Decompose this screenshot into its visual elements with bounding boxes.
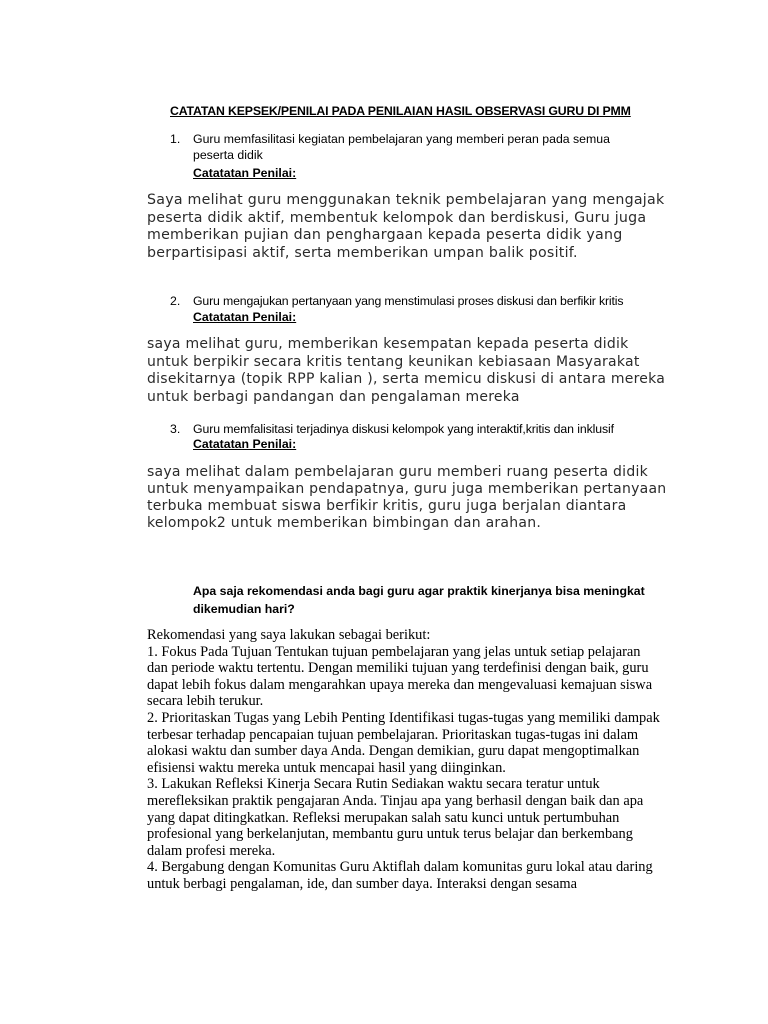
recommendation-item-2: 2. Prioritaskan Tugas yang Lebih Penting Identifikasi tugas-tugas yang memiliki dampak terbesar terhadap pencapaian tujuan pembelajaran. Prioritaskan tugas-tugas ini dalam alokasi waktu dan sumber daya Anda. Dengan demikian, guru dapat mengoptimalkan efisiensi waktu mereka untuk mencapai hasil yang diinginkan.: [147, 709, 660, 776]
item-text: Guru memfasilitasi kegiatan pembelajaran yang memberi peran pada semua peserta didik: [193, 132, 610, 162]
assessor-note-3: saya melihat dalam pembelajaran guru memberi ruang peserta didik untuk menyampaikan pendapatnya, guru juga memberikan pertanyaan terbuka membuat siswa berfikir kritis, guru juga berjalan diantara kelompok2 untuk memberikan bimbingan dan arahan.: [147, 464, 667, 531]
item-number: 3.: [170, 422, 181, 436]
recommendation-intro: Rekomendasi yang saya lakukan sebagai berikut:: [147, 627, 431, 643]
document-title: CATATAN KEPSEK/PENILAI PADA PENILAIAN HASIL OBSERVASI GURU DI PMM: [170, 104, 631, 118]
item-text: Guru mengajukan pertanyaan yang menstimulasi proses diskusi dan berfikir kritis: [193, 294, 624, 308]
item-text: Guru memfalisitasi terjadinya diskusi kelompok yang interaktif,kritis dan inklusif: [193, 422, 614, 436]
recommendation-item-1: 1. Fokus Pada Tujuan Tentukan tujuan pembelajaran yang jelas untuk setiap pelajaran dan periode waktu tertentu. Dengan memiliki tujuan yang terdefinisi dengan baik, guru dapat lebih fokus dalam mengarahkan upaya mereka dan mengevaluasi kemajuan siswa secara lebih terukur.: [147, 643, 653, 710]
assessor-note-label-3: Catatatan Penilai:: [193, 437, 297, 451]
recommendation-section: [147, 627, 662, 893]
assessor-note-1: Saya melihat guru menggunakan teknik pembelajaran yang mengajak peserta didik aktif, membentuk kelompok dan berdiskusi, Guru juga memberikan pujian dan penghargaan kepada peserta didik yang berpartisipasi aktif, serta memberikan umpan balik positif.: [147, 192, 665, 261]
recommendation-question: Apa saja rekomendasi anda bagi guru agar praktik kinerjanya bisa meningkat dikemudian hari?: [193, 584, 645, 616]
item-number: 2.: [170, 294, 181, 308]
assessor-note-label-1: Catatatan Penilai:: [193, 166, 297, 180]
recommendation-item-4: 4. Bergabung dengan Komunitas Guru Aktiflah dalam komunitas guru lokal atau daring untuk berbagi pengalaman, ide, dan sumber daya. Interaksi dengan sesama: [147, 859, 653, 892]
assessor-note-label-2: Catatatan Penilai:: [193, 310, 297, 324]
recommendation-item-3: 3. Lakukan Refleksi Kinerja Secara Rutin Sediakan waktu secara teratur untuk merefleksikan praktik pengajaran Anda. Tinjau apa yang berhasil dengan baik dan apa yang dapat ditingkatkan. Refleksi merupakan salah satu kunci untuk pertumbuhan profesional yang berkelanjutan, membantu guru untuk terus belajar dan berkembang dalam profesi mereka.: [147, 776, 644, 859]
item-number: 1.: [170, 132, 181, 146]
assessor-note-2: saya melihat guru, memberikan kesempatan kepada peserta didik untuk berpikir secara kritis tentang keunikan kebiasaan Masyarakat disekitarnya (topik RPP kalian ), serta memicu diskusi di antara mereka untuk berbagi pandangan dan pengalaman mereka: [147, 336, 666, 405]
